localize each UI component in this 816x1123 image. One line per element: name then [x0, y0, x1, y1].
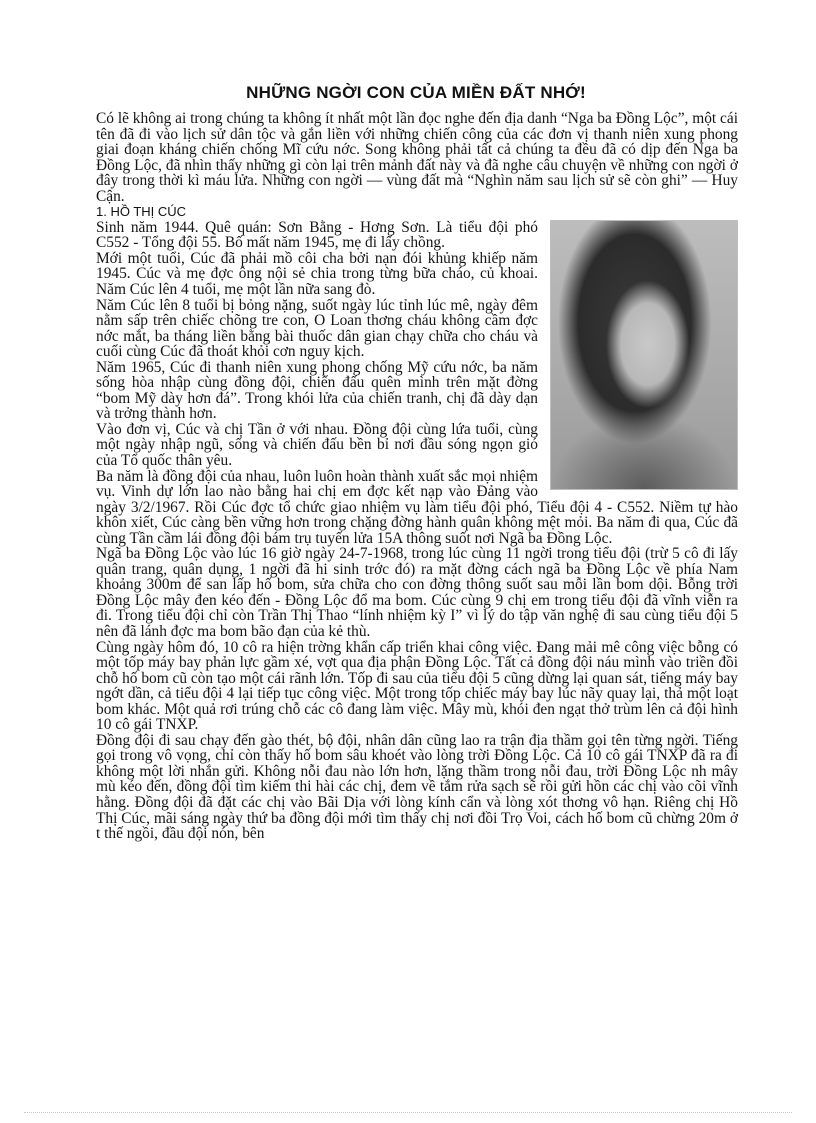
section-heading: 1. HỒ THỊ CÚC: [96, 204, 187, 220]
paragraph: Ngã ba Đồng Lộc vào lúc 16 giờ ngày 24-7-1968, trong lúc cùng 11 ngời trong tiểu đội (trừ 5 cô đi lấy quân trang, quân dụng, 1 ngời đã hi sinh trớc đó) ra mặt đờng cách ngã ba Đồng Lộc về phía Nam khoảng 300m để san lấp hố bom, sửa chữa cho con đờng thông suốt sau mỗi lần bom dội. Bỗng trời Đồng Lộc mây đen kéo đến - Đồng Lộc đổ ma bom. Cúc cùng 9 chị em trong tiểu đội đã vĩnh viễn ra đi. Trong tiểu đội chỉ còn Trần Thị Thao “lính nhiệm kỳ I” vì lý do tập văn nghệ đi sau cùng tiểu đội 5 nên đã lánh đợc ma bom bão đạn của kẻ thù.: [96, 545, 738, 640]
portrait-photo: [550, 220, 738, 490]
paragraph: Mới một tuổi, Cúc đã phải mồ côi cha bởi nạn đói khủng khiếp năm 1945. Cúc và mẹ đợc ông nội sẻ chia trong từng bữa cháo, củ khoai. Năm Cúc lên 4 tuổi, mẹ một lần nữa sang đò.: [96, 249, 538, 298]
article-body: [96, 111, 738, 842]
paragraph: Vào đơn vị, Cúc và chị Tần ở với nhau. Đồng đội cùng lứa tuổi, cùng một ngày nhập ngũ, sống và chiến đấu bền bỉ nơi đầu sóng ngọn gió của Tổ quốc thân yêu.: [96, 420, 538, 469]
paragraph: Cùng ngày hôm đó, 10 cô ra hiện trờng khẩn cấp triển khai công việc. Đang mải mê công việc bỗng có một tốp máy bay phản lực gầm xé, vợt qua địa phận Đồng Lộc. Tất cả đồng đội náu mình vào triền đồi chỗ hố bom cũ còn tạo một cái rãnh lớn. Tốp đi sau của tiểu đội 5 cũng dừng lại quan sát, tiếng máy bay ngớt dần, cả tiểu đội 4 lại tiếp tục công việc. Một trong tốp chiếc máy bay lúc nãy quay lại, thả một loạt bom khác. Một quả rơi trúng chỗ các cô đang làm việc. Mây mù, khói đen ngạt thở trùm lên cả đội hình 10 cô gái TNXP.: [96, 638, 738, 734]
page-bottom-divider: [24, 1112, 792, 1113]
paragraph: Năm 1965, Cúc đi thanh niên xung phong chống Mỹ cứu nớc, ba năm sống hòa nhập cùng đồng đội, chiến đấu quên mình trên mặt đờng “bom Mỹ dày hơn đá”. Trong khói lửa của chiến tranh, chị đã dày dạn và trởng thành hơn.: [96, 358, 538, 423]
intro-paragraph: Có lẽ không ai trong chúng ta không ít nhất một lần đọc nghe đến địa danh “Nga ba Đồng Lộc”, một cái tên đã đi vào lịch sử dân tộc và gắn liền với những chiến công của các đơn vị thanh niên xung phong giai đoạn kháng chiến chống Mĩ cứu nớc. Song không phải tất cả chúng ta đều đã có dịp đến Nga ba Đồng Lộc, đã nhìn thấy những gì còn lại trên mảnh đất này và đã nghe câu chuyện về những con ngời ở đây trong thời kì máu lửa. Những con ngời — vùng đất mà “Nghìn năm sau lịch sử sẽ còn ghi” — Huy Cận.: [96, 110, 738, 205]
paragraph: Ba năm là đồng đội của nhau, luôn luôn hoàn thành xuất sắc mọi nhiệm vụ. Vinh dự lớn lao nào bằng hai chị em đợc kết nạp vào Đảng vào ngày 3/2/1967. Rồi Cúc đợc tổ chức giao nhiệm vụ làm tiểu đội phó, Tiểu đội 4 - C552. Niềm tự hào khôn xiết, Cúc càng bền vững hơn trong chặng đờng hành quân không mệt mỏi. Ba năm đi qua, Cúc đã cùng Tần cầm lái đồng đội bám trụ tuyến lửa 15A thông suốt nơi Ngã ba Đồng Lộc.: [96, 467, 738, 547]
paragraph: Sinh năm 1944. Quê quán: Sơn Bằng - Hơng Sơn. Là tiểu đội phó C552 - Tổng đội 55. Bố mất năm 1945, mẹ đi lấy chồng.: [96, 218, 538, 252]
paragraph: Năm Cúc lên 8 tuổi bị bỏng nặng, suốt ngày lúc tỉnh lúc mê, ngày đêm nằm sấp trên chiếc chõng tre con, O Loan thơng cháu không cầm đợc nớc mắt, ba tháng liền bằng bài thuốc dân gian chạy chữa cho cháu và cuối cùng Cúc đã thoát khỏi cơn nguy kịch.: [96, 296, 538, 361]
page-title: NHỮNG NGỜI CON CỦA MIỀN ĐẤT NHỚ!: [246, 83, 586, 102]
paragraph: Đồng đội đi sau chạy đến gào thét, bộ đội, nhân dân cũng lao ra trận địa thầm gọi tên từng ngời. Tiếng gọi trong vô vọng, chỉ còn thấy hố bom sâu khoét vào lòng trời Đồng Lộc. Cả 10 cô gái TNXP đã ra đi không một lời nhắn gửi. Không nỗi đau nào lớn hơn, lặng thầm trong nỗi đau, trời Đồng Lộc nh mây mù kéo đến, đồng đội tìm kiếm thi hài các chị, đem về tắm rửa sạch sẽ rồi gửi hồn các chị vào cõi vĩnh hằng. Đồng đội đã đặt các chị vào Bãi Dịa với lòng kính cẩn và lòng xót thơng vô hạn. Riêng chị Hồ Thị Cúc, mãi sáng ngày thứ ba đồng đội mới tìm thấy chị nơi đồi Trọ Voi, cách hố bom cũ chừng 20m ở t thế ngồi, đầu đội nón, bên: [96, 731, 738, 843]
